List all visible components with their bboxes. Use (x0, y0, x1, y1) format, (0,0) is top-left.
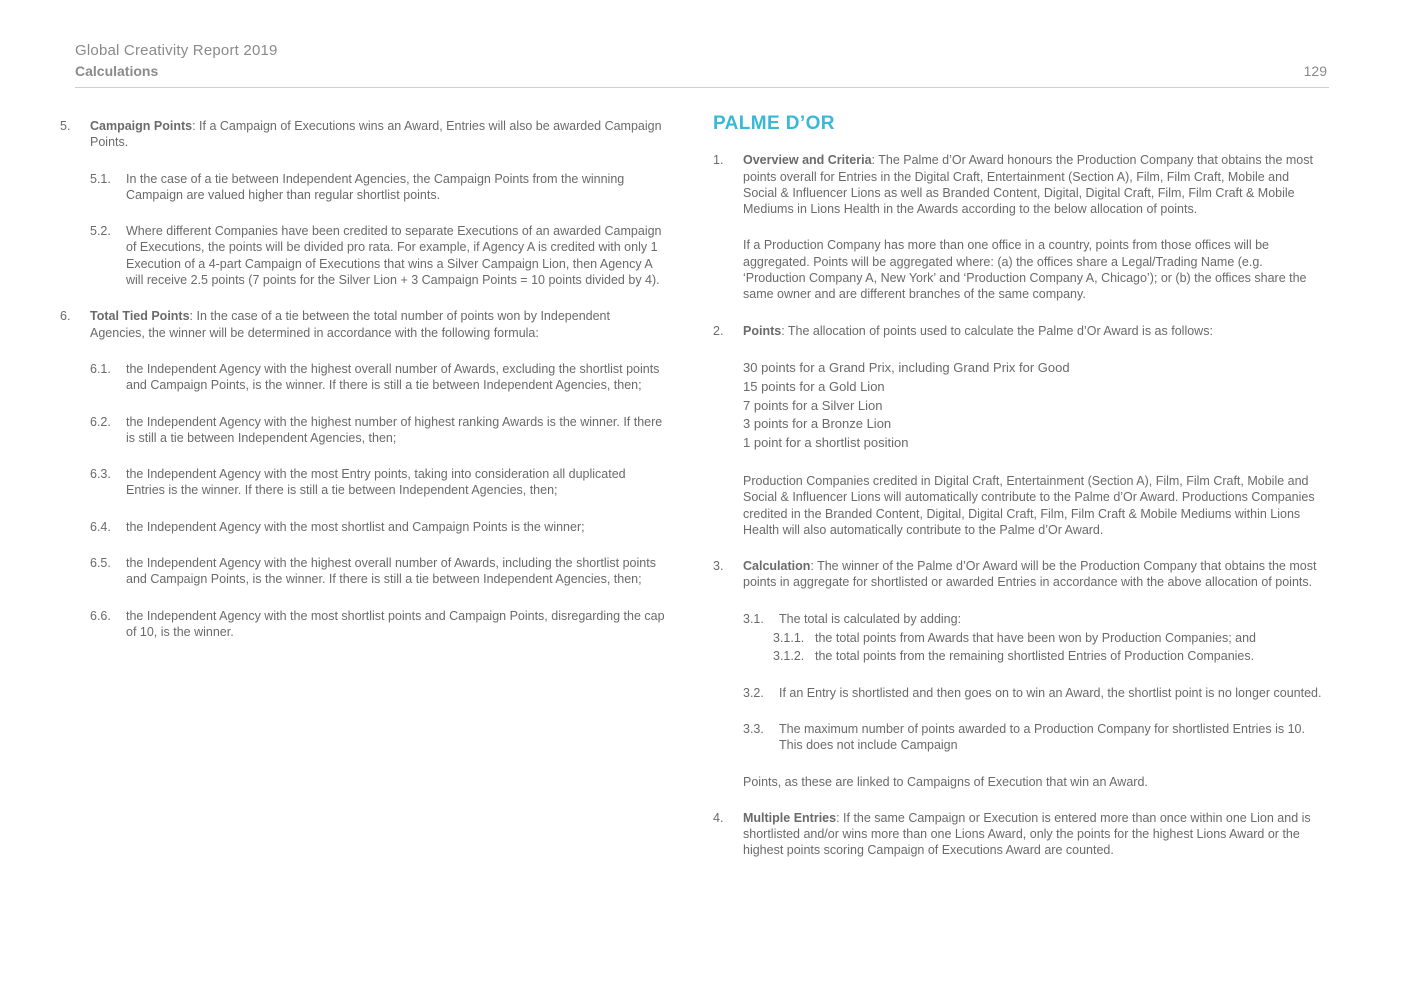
list-item-3-2 (713, 685, 1323, 701)
list-number: 3.1. (743, 611, 764, 626)
list-item-2 (713, 323, 1323, 339)
term-multiple-entries: Multiple Entries (743, 810, 837, 825)
palme-dor-heading: PALME D’OR (713, 113, 835, 134)
list-item-5-2 (60, 223, 665, 288)
list-number: 5.1. (90, 171, 111, 186)
list-item-6 (60, 308, 665, 341)
list-number: 6. (60, 309, 71, 324)
list-number: 1. (713, 153, 724, 168)
list-text: : The Palme d’Or Award honours the Production Company that obtains the most points overall for Entries in the Digital Craft, Entertainment (Section A), Film, Film Craft, Mobile and Social & Influencer Lions as well as Branded Content, Digital, Digital Craft, Film, Film Craft & Mobile Mediums in Lions Health in the Awards according to the below allocation of points. (743, 153, 1313, 217)
points-allocation-list (713, 359, 1323, 453)
left-column (60, 118, 665, 660)
header-divider (75, 87, 1329, 88)
list-item-6-2 (60, 414, 665, 447)
term-overview-criteria: Overview and Criteria (743, 153, 872, 168)
right-column (713, 113, 1323, 879)
list-text: In the case of a tie between Independent Agencies, the Campaign Points from the winning Campaign are valued higher than regular shortlist points. (126, 171, 625, 202)
list-text: : If the same Campaign or Execution is entered more than once within one Lion and is shortlisted and/or wins more than one Lions Award, only the points for the highest Lions Award or the highest points scoring Campaign of Executions Award are counted. (743, 810, 1311, 858)
list-text: the Independent Agency with the highest overall number of Awards, excluding the shortlist points and Campaign Points, is the winner. If there is still a tie between Independent Agencies, then; (126, 361, 660, 393)
list-item-6-3 (60, 466, 665, 499)
list-item-5-1 (60, 171, 665, 204)
list-text: the total points from the remaining shortlisted Entries of Production Companies. (815, 649, 1255, 664)
list-text: the total points from Awards that have been won by Production Companies; and (815, 631, 1257, 646)
list-item-6-4 (60, 519, 665, 535)
term-campaign-points: Campaign Points (90, 119, 193, 133)
list-item-3 (713, 558, 1323, 591)
list-text: the Independent Agency with the most Entry points, taking into consideration all duplicated Entries is the winner. If there is still a tie between Independent Agencies, then; (126, 467, 626, 498)
list-text: : If a Campaign of Executions wins an Award, Entries will also be awarded Campaign Points. (90, 119, 662, 150)
page-number: 129 (1303, 63, 1327, 79)
points-grand-prix: 30 points for a Grand Prix, including Grand Prix for Good (743, 359, 1070, 375)
list-number: 5. (60, 119, 71, 133)
list-number: 3.2. (743, 685, 764, 700)
list-item-3-1 (713, 611, 1323, 627)
list-number: 6.5. (90, 556, 111, 571)
list-text: If an Entry is shortlisted and then goes on to win an Award, the shortlist point is no longer counted. (779, 685, 1322, 700)
list-item-3-1-2 (713, 648, 1323, 664)
points-shortlist: 1 point for a shortlist position (743, 435, 909, 451)
list-item-1 (713, 152, 1323, 217)
list-number: 5.2. (90, 224, 111, 239)
list-item-4 (713, 810, 1323, 859)
section-title: Calculations (75, 63, 159, 79)
list-item-6-5 (60, 555, 665, 588)
list-text: The maximum number of points awarded to a Production Company for shortlisted Entries is 10. This does not include Campaign (779, 721, 1305, 753)
points-gold: 15 points for a Gold Lion (743, 378, 885, 394)
list-text: the Independent Agency with the highest overall number of Awards, including the shortlist points and Campaign Points, is the winner. If there is still a tie between Independent Agencies, then; (126, 556, 656, 587)
term-calculation: Calculation (743, 559, 811, 574)
list-text: the Independent Agency with the highest number of highest ranking Awards is the winner. If there is still a tie between Independent Agencies, then; (126, 414, 663, 445)
list-number: 6.2. (90, 414, 111, 429)
list-number: 3.1.2. (773, 649, 805, 664)
term-points: Points (743, 323, 782, 338)
points-silver: 7 points for a Silver Lion (743, 397, 883, 413)
list-number: 6.3. (90, 467, 111, 482)
list-number: 3.1.1. (773, 631, 805, 646)
list-item-5 (60, 118, 665, 151)
paragraph-office-aggregation: If a Production Company has more than one office in a country, points from those offices will be aggregated. Points will be aggregated where: (a) the offices share a Legal/Trading Name (e.g. ‘Production Company A, New York’ and ‘Production Company A, Chicago’); or (b) the offices share the same owner and are different branches of the same company. (743, 238, 1307, 302)
list-text: : In the case of a tie between the total number of points won by Independent Agencies, the winner will be determined in accordance with the following formula: (90, 309, 610, 340)
list-text: the Independent Agency with the most shortlist points and Campaign Points, disregarding the cap of 10, is the winner. (126, 608, 665, 639)
list-number: 2. (713, 323, 724, 338)
list-number: 3. (713, 559, 724, 574)
list-number: 3.3. (743, 721, 764, 736)
list-number: 6.1. (90, 361, 111, 376)
list-number: 6.6. (90, 608, 111, 623)
paragraph-campaign-points: Points, as these are linked to Campaigns of Execution that win an Award. (743, 774, 1148, 789)
list-text: The total is calculated by adding: (779, 611, 962, 626)
list-item-6-6 (60, 608, 665, 641)
term-total-tied-points: Total Tied Points (90, 309, 190, 324)
list-item-6-1 (60, 361, 665, 394)
list-text: : The allocation of points used to calculate the Palme d’Or Award is as follows: (781, 323, 1213, 338)
paragraph-contributors: Production Companies credited in Digital Craft, Entertainment (Section A), Film, Film Craft, Mobile and Social & Influencer Lions will automatically contribute to the Palme d’Or Award. Productions Companies credited in the Branded Content, Digital, Digital Craft, Film, Film Craft & Mobile Mediums within Lions Health will also automatically contribute to the Palme d’Or Award. (743, 473, 1315, 537)
list-text: : The winner of the Palme d’Or Award will be the Production Company that obtains the most points in aggregate for shortlisted or awarded Entries in accordance with the above allocation of points. (743, 559, 1317, 590)
list-number: 4. (713, 810, 724, 825)
points-bronze: 3 points for a Bronze Lion (743, 416, 892, 432)
list-text: the Independent Agency with the most shortlist and Campaign Points is the winner; (126, 519, 585, 534)
list-item-3-1-1 (713, 630, 1323, 646)
list-text: Where different Companies have been credited to separate Executions of an awarded Campaign of Executions, the points will be divided pro rata. For example, if Agency A is credited with only 1 Execution of a 4-part Campaign of Executions that wins a Silver Campaign Lion, then Agency A will receive 2.5 points (7 points for the Silver Lion + 3 Campaign Points = 10 points divided by 4). (126, 224, 662, 288)
report-title: Global Creativity Report 2019 (75, 42, 278, 59)
list-item-3-3 (713, 721, 1323, 754)
list-number: 6.4. (90, 519, 111, 534)
